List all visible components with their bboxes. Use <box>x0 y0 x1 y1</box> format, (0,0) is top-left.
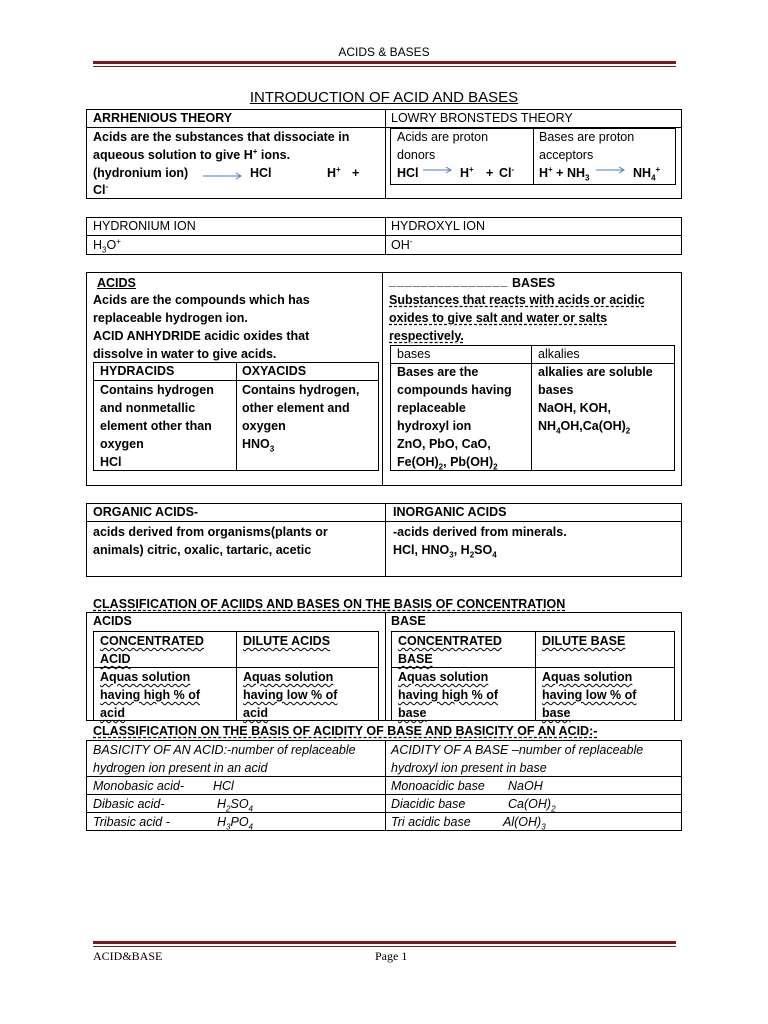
arrhenius-heading: ARRHENIOUS THEORY <box>93 111 233 125</box>
bases-cell-text: ZnO, PbO, CaO, <box>397 437 491 451</box>
bases-heading: BASES <box>512 276 556 290</box>
hydracids-text: Contains hydrogen <box>100 383 214 397</box>
arrhenius-line: Acids are the substances that dissociate in <box>93 130 350 144</box>
bases-dashes: _______________ <box>389 274 509 288</box>
acids-text: ACID ANHYDRIDE acidic oxides that <box>93 329 310 343</box>
running-header: ACIDS & BASES <box>338 45 430 59</box>
alkalies-cell-formula: $NH_4OH,Ca(OH)_2$ <box>538 419 631 436</box>
basicity-definition: BASICITY OF AN ACID:-number of replaceable <box>93 743 356 757</box>
acids-text: replaceable hydrogen ion. <box>93 311 248 325</box>
triacidic-example: $Al(OH)_3$ <box>503 815 546 832</box>
organic-text: animals) citric, oxalic, tartaric, acetic <box>93 543 312 557</box>
dilute-acid-text: acid <box>243 706 269 720</box>
header-rule-thin <box>93 66 676 67</box>
dilute-base-header: DILUTE BASE <box>542 634 626 648</box>
concentrated-base-text: Aquas solution <box>398 670 489 684</box>
lowry-acid-plus: + <box>486 166 494 180</box>
triacidic-label: Tri acidic base <box>391 815 471 829</box>
inorganic-heading: INORGANIC ACIDS <box>393 505 507 519</box>
bases-cell-formula: $Fe(OH)_2$, $Pb(OH)_2$ <box>397 455 498 472</box>
basicity-definition: hydrogen ion present in an acid <box>93 761 268 775</box>
basicity-heading: CLASSIFICATION ON THE BASIS OF ACIDITY OF BASE AND BASICITY OF AN ACID:- <box>93 724 598 738</box>
oxyacids-text: Contains hydrogen, <box>242 383 360 397</box>
lowry-base-text: Bases are proton <box>539 130 635 144</box>
page-number: Page 1 <box>375 949 408 963</box>
dibasic-label: Dibasic acid- <box>93 797 165 811</box>
bases-cell-text: hydroxyl ion <box>397 419 472 433</box>
header-rule-thick <box>93 61 676 64</box>
concentrated-acid-header: ACID <box>100 652 131 666</box>
hydroxyl-heading: HYDROXYL ION <box>391 219 486 233</box>
lowry-acid-h-ion: H+ <box>460 164 474 180</box>
oxyacids-heading: OXYACIDS <box>242 364 307 378</box>
dilute-base-text: base <box>542 706 571 720</box>
concentration-base-label: BASE <box>391 614 426 628</box>
bases-cell-text: Bases are the <box>397 365 479 379</box>
acids-text: dissolve in water to give acids. <box>93 347 277 361</box>
concentration-acids-label: ACIDS <box>93 614 132 628</box>
concentrated-base-header: BASE <box>398 652 433 666</box>
tribasic-example: $H_3PO_4$ <box>217 815 253 832</box>
lowry-acid-hcl: HCl <box>397 166 419 180</box>
inorganic-text: -acids derived from minerals. <box>393 525 567 539</box>
lowry-acid-text: Acids are proton <box>397 130 489 144</box>
arrhenius-line: aqueous solution to give H+ ions. <box>93 146 291 162</box>
footer-title: ACID&BASE <box>93 949 163 963</box>
hydracids-heading: HYDRACIDS <box>100 364 175 378</box>
lowry-base-text: acceptors <box>539 148 594 162</box>
arrhenius-cl-ion: Cl- <box>93 181 109 197</box>
dilute-base-text: Aquas solution <box>542 670 633 684</box>
organic-text: acids derived from organisms(plants or <box>93 525 328 539</box>
bases-text: Substances that reacts with acids or acidic <box>389 293 645 307</box>
concentrated-acid-text: Aquas solution <box>100 670 191 684</box>
concentration-heading: CLASSIFICATION OF ACIIDS AND BASES ON THE BASIS OF CONCENTRATION <box>93 597 566 611</box>
lowry-base-product: $NH_4^+$ <box>633 164 661 183</box>
hydracids-text: oxygen <box>100 437 144 451</box>
hydronium-heading: HYDRONIUM ION <box>93 219 196 233</box>
acidity-definition: ACIDITY OF A BASE –number of replaceable <box>391 743 644 757</box>
diacidic-example: $Ca(OH)_2$ <box>508 797 556 814</box>
lowry-heading: LOWRY BRONSTEDS THEORY <box>391 111 573 125</box>
lowry-base-reactants: $H^+ + NH_3$ <box>539 164 590 183</box>
arrhenius-line: (hydronium ion) <box>93 166 189 180</box>
monoacidic-label: Monoacidic base <box>391 779 485 793</box>
reaction-arrow-icon <box>423 166 455 174</box>
concentrated-acid-text: having high % of <box>100 688 200 702</box>
oxyacids-text: other element and <box>242 401 350 415</box>
bases-text: oxides to give salt and water or salts <box>389 311 608 325</box>
hydracids-text: and nonmetallic <box>100 401 196 415</box>
alkalies-column-header: alkalies <box>538 347 580 361</box>
concentrated-acid-header: CONCENTRATED <box>100 634 204 648</box>
acids-heading: ACIDS <box>97 276 136 290</box>
footer-rule-thick <box>93 941 676 944</box>
organic-heading: ORGANIC ACIDS- <box>93 505 199 519</box>
arrhenius-hcl: HCl <box>250 166 272 180</box>
lowry-acid-cl-ion: Cl- <box>499 164 515 180</box>
bases-text: respectively. <box>389 329 464 343</box>
concentrated-base-header: CONCENTRATED <box>398 634 502 648</box>
dilute-acid-text: having low % of <box>243 688 338 702</box>
alkalies-cell-text: NaOH, KOH, <box>538 401 611 415</box>
concentrated-acid-text: acid <box>100 706 126 720</box>
reaction-arrow-icon <box>596 166 628 174</box>
hydracids-text: element other than <box>100 419 212 433</box>
monobasic-example: HCl <box>213 779 234 793</box>
bases-cell-text: compounds having <box>397 383 512 397</box>
bases-cell-text: replaceable <box>397 401 466 415</box>
monobasic-label: Monobasic acid- <box>93 779 185 793</box>
arrhenius-plus: + <box>352 166 360 180</box>
page-title: INTRODUCTION OF ACID AND BASES <box>249 89 519 106</box>
acids-text: Acids are the compounds which has <box>93 293 310 307</box>
dilute-acid-text: Aquas solution <box>243 670 334 684</box>
dibasic-example: $H_2SO_4$ <box>217 797 253 814</box>
arrhenius-h-ion: H+ <box>327 164 341 180</box>
hydronium-formula: $H_3O^+$ <box>93 236 121 255</box>
reaction-arrow-icon <box>203 172 245 180</box>
oxyacids-formula: $HNO_3$ <box>242 437 275 454</box>
lowry-acid-text: donors <box>397 148 436 162</box>
hydroxyl-formula: OH- <box>391 236 413 252</box>
hydracids-text: HCl <box>100 455 122 469</box>
oxyacids-text: oxygen <box>242 419 286 433</box>
bases-column-header: bases <box>397 347 431 361</box>
diacidic-label: Diacidic base <box>391 797 466 811</box>
concentrated-base-text: having high % of <box>398 688 498 702</box>
alkalies-cell-text: bases <box>538 383 574 397</box>
inorganic-formulas: HCl, $HNO_3$, $H_2SO_4$ <box>393 543 497 560</box>
dilute-acids-header: DILUTE ACIDS <box>243 634 331 648</box>
dilute-base-text: having low % of <box>542 688 637 702</box>
acidity-definition: hydroxyl ion present in base <box>391 761 547 775</box>
concentrated-base-text: base <box>398 706 427 720</box>
monoacidic-example: NaOH <box>508 779 543 793</box>
alkalies-cell-text: alkalies are soluble <box>538 365 653 379</box>
tribasic-label: Tribasic acid - <box>93 815 170 829</box>
